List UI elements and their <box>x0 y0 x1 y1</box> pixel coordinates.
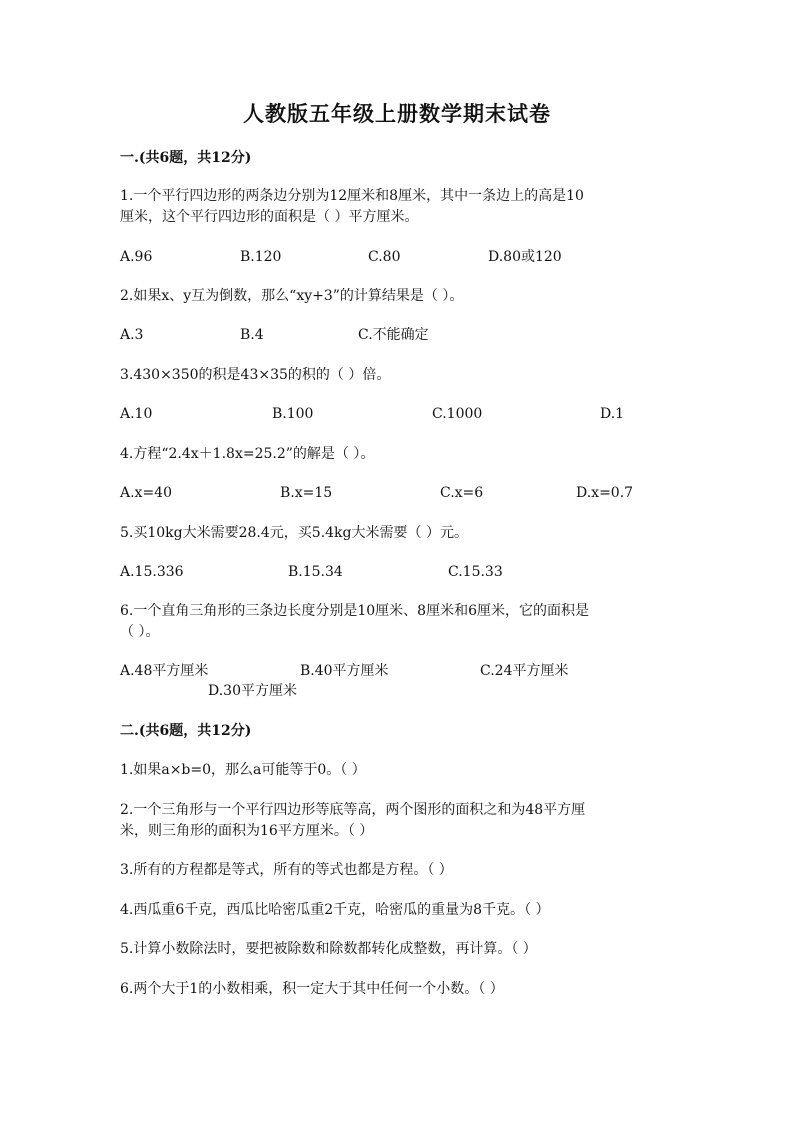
q1-4-option-c: C.x=6 <box>440 485 484 501</box>
q1-1-option-c: C.80 <box>368 249 401 265</box>
q1-6-text-line2: （ ）。 <box>120 624 160 640</box>
q2-4-text: 4.西瓜重6千克，西瓜比哈密瓜重2千克，哈密瓜的重量为8千克。（ ） <box>120 902 550 918</box>
section1-heading: 一.(共6题，共12分) <box>120 150 252 166</box>
q1-3-text: 3.430×350的积是43×35的积的（ ）倍。 <box>120 367 391 383</box>
section2-heading: 二.(共6题，共12分) <box>120 723 252 739</box>
q1-5-option-c: C.15.33 <box>448 564 503 580</box>
q1-1-text-line2: 厘米，这个平行四边形的面积是（ ）平方厘米。 <box>120 209 419 225</box>
q1-3-option-a: A.10 <box>120 406 153 422</box>
page-title: 人教版五年级上册数学期末试卷 <box>243 101 551 126</box>
q1-1-option-d: D.80或120 <box>488 249 562 265</box>
q1-1-option-a: A.96 <box>120 249 153 265</box>
q1-5-text: 5.买10kg大米需要28.4元，买5.4kg大米需要（ ）元。 <box>120 525 468 541</box>
q2-5-text: 5.计算小数除法时，要把被除数和除数都转化成整数，再计算。（ ） <box>120 941 537 957</box>
q1-2-option-a: A.3 <box>120 327 144 343</box>
q2-2-text-line1: 2.一个三角形与一个平行四边形等底等高，两个图形的面积之和为48平方厘 <box>120 802 586 818</box>
q1-1-option-b: B.120 <box>240 249 282 265</box>
q1-5-option-a: A.15.336 <box>120 564 184 580</box>
q1-4-text: 4.方程“2.4x＋1.8x=25.2”的解是（ ）。 <box>120 446 375 462</box>
q1-6-option-c: C.24平方厘米 <box>480 663 569 679</box>
q1-2-text: 2.如果x、y互为倒数，那么“xy+3”的计算结果是（ ）。 <box>120 288 464 304</box>
q1-4-option-a: A.x=40 <box>120 485 173 501</box>
q1-6-option-b: B.40平方厘米 <box>300 663 389 679</box>
q2-1-text: 1.如果a×b=0，那么a可能等于0。（ ） <box>120 762 366 778</box>
q1-3-option-d: D.1 <box>600 406 625 422</box>
q1-2-option-b: B.4 <box>240 327 264 343</box>
q1-6-text-line1: 6.一个直角三角形的三条边长度分别是10厘米、8厘米和6厘米，它的面积是 <box>120 603 589 619</box>
q1-5-option-b: B.15.34 <box>288 564 343 580</box>
q1-4-option-d: D.x=0.7 <box>576 485 634 501</box>
q1-6-option-d: D.30平方厘米 <box>208 683 297 699</box>
q1-3-option-b: B.100 <box>272 406 314 422</box>
q2-2-text-line2: 米，则三角形的面积为16平方厘米。（ ） <box>120 823 374 839</box>
q2-3-text: 3.所有的方程都是等式，所有的等式也都是方程。（ ） <box>120 862 453 878</box>
q1-2-option-c: C.不能确定 <box>358 327 429 343</box>
q1-4-option-b: B.x=15 <box>280 485 333 501</box>
q2-6-text: 6.两个大于1的小数相乘，积一定大于其中任何一个小数。（ ） <box>120 981 504 997</box>
q1-3-option-c: C.1000 <box>432 406 483 422</box>
q1-6-option-a: A.48平方厘米 <box>120 663 209 679</box>
q1-1-text-line1: 1.一个平行四边形的两条边分别为12厘米和8厘米，其中一条边上的高是10 <box>120 188 584 204</box>
